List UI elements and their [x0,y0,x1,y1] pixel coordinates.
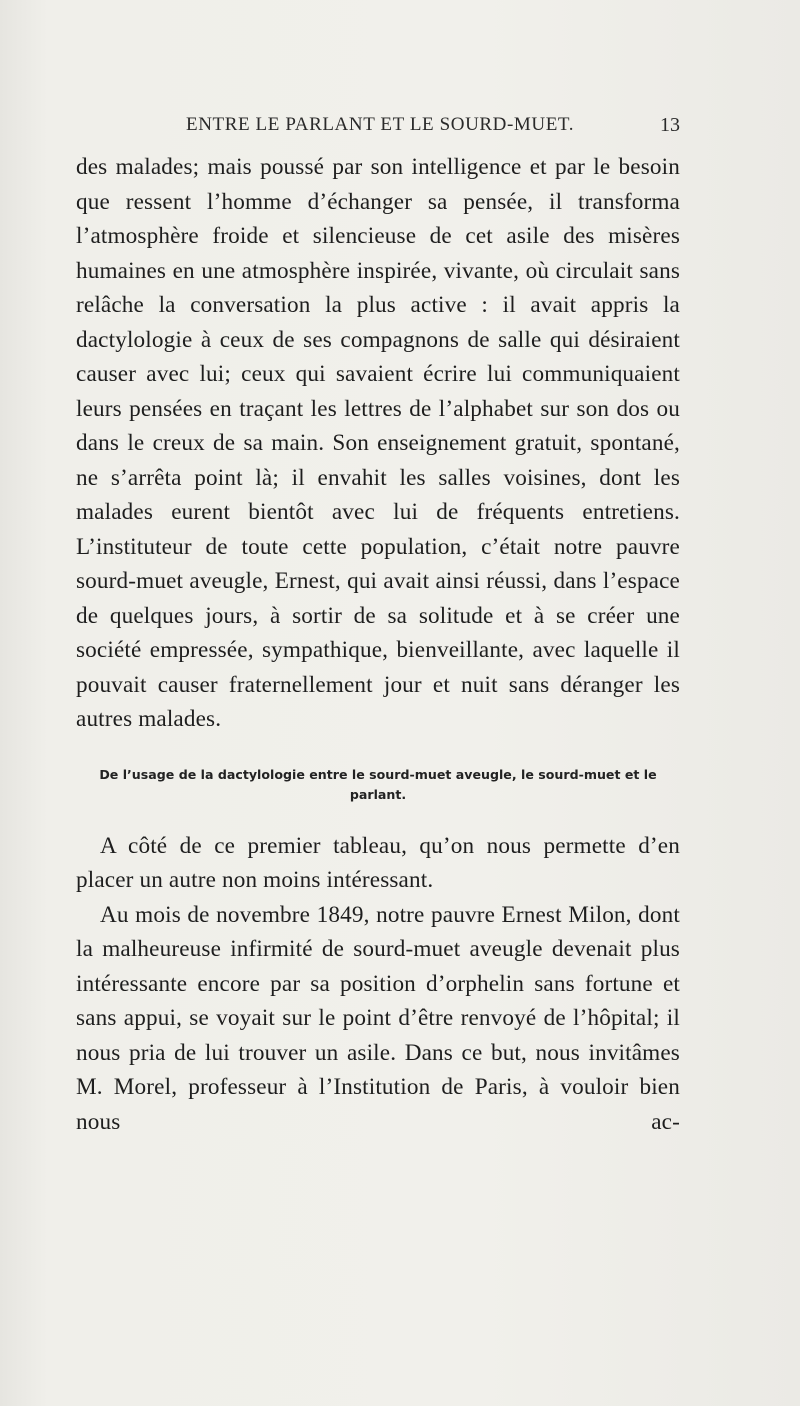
paragraph-3: Au mois de novembre 1849, notre pauvre Ernest Milon, dont la malheureuse infirmité de sourd-muet aveugle devenait plus intéressante encore par sa position d’orphelin sans fortune et sans appui, se voyait sur le point d’être renvoyé de l’hôpital; il nous pria de lui trouver un asile. Dans ce but, nous invitâmes M. Morel, professeur à l’Institution de Paris, à vouloir bien nous ac- [76,901,680,1135]
running-header [76,114,680,144]
section-heading: De l’usage de la dactylologie entre le sourd-muet aveugle, le sourd-muet et le parlant. [99,766,657,802]
paragraph-2: A côté de ce premier tableau, qu’on nous permette d’en placer un autre non moins intéressant. [76,832,680,893]
body-text [76,150,680,1139]
paragraph-1: des malades; mais poussé par son intelligence et par le besoin que ressent l’homme d’échanger sa pensée, il transforma l’atmosphère froide et silencieuse de cet asile des misères humaines en une atmosphère inspirée, vivante, où circulait sans relâche la conversation la plus active : il avait appris la dactylologie à ceux de ses compagnons de salle qui désiraient causer avec lui; ceux qui savaient écrire lui communiquaient leurs pensées en traçant les lettres de l’alphabet sur son dos ou dans le creux de sa main. Son enseignement gratuit, spontané, ne s’arrêta point là; il envahit les salles voisines, dont les malades eurent bientôt avec lui de fréquents entretiens. L’instituteur de toute cette population, c’était notre pauvre sourd-muet aveugle, Ernest, qui avait ainsi réussi, dans l’espace de quelques jours, à sortir de sa solitude et à se créer une société empressée, sympathique, bienveillante, avec laquelle il pouvait causer fraternellement jour et nuit sans déranger les autres malades. [76,154,680,732]
page-number: 13 [660,114,680,136]
running-title: ENTRE LE PARLANT ET LE SOURD-MUET. [186,114,575,135]
